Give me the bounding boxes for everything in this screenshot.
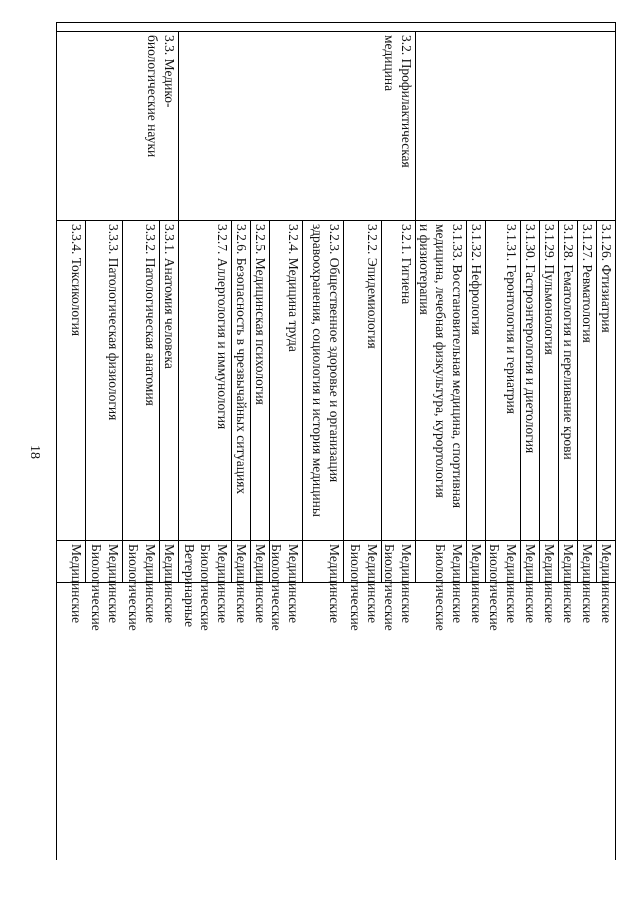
sciences-cell: Медицинские — [234, 544, 249, 624]
specialty-cell: 3.2.7. Аллергология и иммунология — [215, 224, 230, 430]
specialty-cell: 3.1.26. Фтизиатрия — [599, 224, 614, 333]
sciences-cell: Медицинские Биологические — [89, 544, 121, 631]
sciences-cell: Медицинские Биологические — [487, 544, 519, 631]
rotated-table-wrapper — [56, 22, 616, 860]
specialty-cell: 3.1.27. Ревматология — [580, 224, 595, 343]
sciences-cell: Медицинские — [469, 544, 484, 624]
specialty-cell: 3.1.32. Нефрология — [469, 224, 484, 335]
sciences-cell: Медицинские Биологические — [269, 544, 301, 631]
page-number: 18 — [27, 445, 42, 459]
sciences-cell: Медицинские — [561, 544, 576, 624]
specialty-cell: 3.2.3. Общественное здоровье и организация здравоохранения, социология и история медицины — [310, 224, 342, 517]
specialty-cell: 3.3.2. Патологическая анатомия — [143, 224, 158, 406]
table-border-top — [615, 22, 616, 860]
sciences-cell: Медицинские Биологические — [126, 544, 158, 631]
specialty-cell: 3.1.33. Восстановительная медицина, спортивная медицина, лечебная физкультура, курортология и физиотерапия — [417, 224, 465, 509]
specialty-cell: 3.2.2. Эпидемиология — [365, 224, 380, 349]
specialty-cell: 3.2.6. Безопасность в чрезвычайных ситуациях — [234, 224, 249, 495]
group-cell — [416, 32, 615, 220]
specialties-table — [56, 22, 616, 860]
specialty-cell: 3.2.4. Медицина труда — [286, 224, 301, 352]
sciences-cell: Медицинские — [599, 544, 614, 624]
sciences-cell: Медицинские Биологические — [348, 544, 380, 631]
sciences-cell: Медицинские Биологические — [433, 544, 465, 631]
table-vertical-border-0 — [56, 22, 616, 23]
sciences-cell: Медицинские — [327, 544, 342, 624]
sciences-cell: Медицинские — [253, 544, 268, 624]
sciences-cell: Медицинские — [580, 544, 595, 624]
sciences-cell: Медицинские Биологические Ветеринарные — [182, 544, 230, 631]
sciences-cell: Медицинские — [542, 544, 557, 624]
group-cell: 3.2. Профилактическая медицина — [382, 35, 414, 168]
specialty-cell: 3.1.30. Гастроэнтерология и диетология — [523, 224, 538, 454]
specialty-cell: 3.3.1. Анатомия человека — [162, 224, 177, 369]
sciences-cell: Медицинские Биологические — [382, 544, 414, 631]
sciences-cell: Медицинские — [69, 544, 84, 624]
specialty-cell: 3.1.31. Геронтология и гериатрия — [504, 224, 519, 414]
specialty-cell: 3.1.28. Гематология и переливание крови — [561, 224, 576, 460]
specialty-cell: 3.3.4. Токсикология — [69, 224, 84, 337]
sciences-cell: Медицинские — [523, 544, 538, 624]
specialty-cell: 3.2.5. Медицинская психология — [253, 224, 268, 405]
sciences-cell: Медицинские — [162, 544, 177, 624]
group-cell: 3.3. Медико- биологические науки — [145, 35, 177, 158]
specialty-cell: 3.1.29. Пульмонология — [542, 224, 557, 355]
specialty-cell: 3.3.3. Патологическая физиология — [106, 224, 121, 421]
specialty-cell: 3.2.1. Гигиена — [399, 224, 414, 305]
